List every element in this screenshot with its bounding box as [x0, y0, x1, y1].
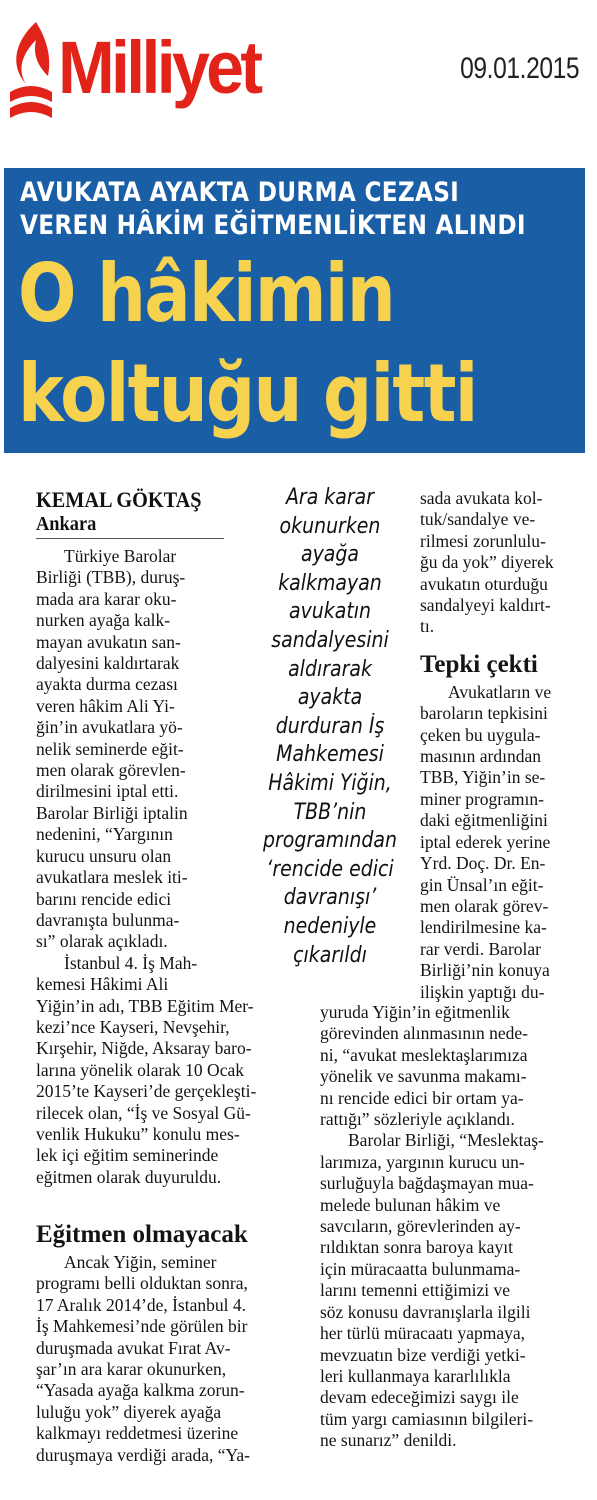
text-line: rilmesi zorunlulu- — [420, 530, 546, 551]
text-line: programı belli olduktan sonra, — [36, 1273, 248, 1294]
text-line: leri kullanmaya kararlılıkla — [320, 1365, 511, 1386]
text-line: şar’ın ara karar okunurken, — [36, 1359, 227, 1380]
text-line: çıkarıldı — [293, 942, 367, 968]
author-city: Ankara — [36, 513, 97, 535]
text-line: yönelik ve savunma makamı- — [320, 1066, 527, 1087]
headline-line: O hâkimin — [18, 247, 394, 340]
text-line: için müracaatta bulunmama- — [320, 1258, 521, 1279]
text-line: masının ardından — [420, 746, 542, 767]
text-line: okunurken — [279, 513, 381, 539]
text-line: nedeniyle — [283, 913, 377, 939]
column-1 — [36, 546, 257, 1188]
column-3-text-2 — [420, 682, 592, 1003]
text-line: Hâkimi Yiğin, — [268, 770, 392, 796]
text-line: mada ara karar oku- — [36, 588, 177, 609]
text-line: rattığı” sözleriyle açıklandı. — [320, 1109, 515, 1130]
text-line: TBB’nin — [293, 799, 367, 825]
text-line: ayakta durma cezası — [36, 674, 178, 695]
subheading-egitmen: Eğitmen olmayacak — [36, 1221, 248, 1248]
text-line: nurken ayağa kalk- — [36, 610, 171, 631]
column-1-lower — [36, 1216, 306, 1466]
text-line: rıldıktan sonra baroya kayıt — [320, 1237, 513, 1258]
text-line: Yrd. Doç. Dr. En- — [420, 853, 546, 874]
text-line: tı. — [420, 616, 435, 637]
text-line: sada avukata kol- — [420, 488, 543, 508]
text-line: avukatın — [288, 599, 371, 625]
text-line: lendirilmesine ka- — [420, 917, 547, 938]
article-body — [0, 460, 597, 1500]
text-line: avukatlara meslek iti- — [36, 867, 188, 888]
headline-line: koltuğu gitti — [18, 347, 477, 440]
text-line: duruşmada avukat Fırat Av- — [36, 1337, 231, 1358]
text-line: duruşmaya verdiği arada, “Ya- — [36, 1444, 250, 1465]
text-line: men olarak görevlen- — [36, 760, 186, 781]
text-line: Barolar Birliği iptalin — [36, 802, 188, 823]
column-3 — [420, 488, 592, 1003]
text-line: TBB, Yiğin’in se- — [420, 767, 546, 788]
text-line: barını rencide edici — [36, 888, 172, 909]
text-line: larını temenni ettiğimizi ve — [320, 1280, 511, 1301]
text-line: Türkiye Barolar — [64, 546, 177, 566]
text-line: rar verdi. Barolar — [420, 938, 541, 959]
text-line: Avukatların ve — [448, 681, 552, 702]
text-line: Yiğin’in adı, TBB Eğitim Mer- — [36, 995, 254, 1016]
text-line: iptal ederek yerine — [420, 831, 551, 852]
text-line: avukatın oturduğu — [420, 573, 548, 594]
byline-divider — [36, 538, 224, 539]
text-line: ğu da yok” diyerek — [420, 552, 554, 573]
text-line: dalyesini kaldırtarak — [36, 653, 180, 674]
publication-date: 09.01.2015 — [459, 52, 579, 85]
text-line: sandalyeyi kaldırt- — [420, 595, 551, 616]
text-line: kemesi Hâkimi Ali — [36, 974, 169, 995]
text-line: nedenini, “Yargının — [36, 824, 173, 845]
kicker-line: AVUKATA AYAKTA DURMA CEZASI — [20, 177, 460, 208]
text-line: kurucu unsuru olan — [36, 845, 172, 866]
text-line: kezi’nce Kayseri, Nevşehir, — [36, 1016, 230, 1037]
headline-title — [18, 244, 477, 444]
kicker-line: VEREN HÂKİM EĞİTMENLİKTEN ALINDI — [20, 210, 526, 241]
text-line: sı” olarak açıkladı. — [36, 931, 168, 952]
column-1-lower-text — [36, 1252, 306, 1466]
flame-logo-icon — [6, 18, 56, 128]
text-line: görevinden alınmasının nede- — [320, 1023, 528, 1044]
text-line: Ancak Yiğin, seminer — [64, 1252, 217, 1272]
text-line: çeken bu uygula- — [420, 724, 541, 745]
text-line: nı rencide edici bir ortam ya- — [320, 1087, 524, 1108]
text-line: Ara karar — [285, 485, 375, 510]
masthead — [0, 0, 597, 150]
text-line: nelik seminerde eğit- — [36, 738, 184, 759]
text-line: programından — [262, 828, 398, 854]
text-line: larımıza, yargının kurucu un- — [320, 1151, 525, 1172]
text-line: davranışı’ — [283, 885, 377, 911]
text-line: İstanbul 4. İş Mah- — [64, 952, 198, 973]
column-3-text — [420, 488, 592, 638]
text-line: savcıların, görevlerinden ay- — [320, 1216, 521, 1237]
byline — [36, 488, 211, 536]
text-line: durduran İş — [275, 713, 385, 739]
text-line: Barolar Birliği, “Meslektaş- — [348, 1130, 544, 1151]
kicker — [20, 176, 526, 242]
text-line: her türlü müracaatı yapmaya, — [320, 1323, 526, 1344]
text-line: 2015’te Kayseri’de gerçekleşti- — [36, 1081, 257, 1102]
brand-logo: Milliyet — [58, 26, 260, 109]
text-line: 17 Aralık 2014’de, İstanbul 4. — [36, 1294, 246, 1315]
pull-quote — [232, 484, 428, 970]
text-line: davranışta bulunma- — [36, 909, 180, 930]
text-line: ayağa — [301, 542, 359, 568]
subheading-tepki: Tepki çekti — [420, 650, 538, 678]
text-line: dirilmesini iptal etti. — [36, 781, 179, 802]
text-line: daki eğitmenliğini — [420, 810, 548, 831]
text-line: ilişkin yaptığı du- — [420, 981, 545, 1002]
text-line: “Yasada ayağa kalkma zorun- — [36, 1380, 245, 1401]
text-line: surluğuyla bağdaşmayan mua- — [320, 1173, 534, 1194]
text-line: ne sunarız” denildi. — [320, 1430, 457, 1451]
text-line: tuk/sandalye ve- — [420, 509, 536, 530]
text-line: ni, “avukat meslektaşlarımıza — [320, 1044, 528, 1065]
text-line: mevzuatın bize verdiği yetki- — [320, 1344, 526, 1365]
text-line: rilecek olan, “İş ve Sosyal Gü- — [36, 1102, 251, 1123]
text-line: Kırşehir, Niğde, Aksaray baro- — [36, 1038, 252, 1059]
text-line: Birliği’nin konuya — [420, 960, 550, 981]
text-line: ğin’in avukatlara yö- — [36, 717, 183, 738]
text-line: ‘rencide edici — [266, 856, 394, 882]
text-line: larına yönelik olarak 10 Ocak — [36, 1059, 244, 1080]
text-line: devam edeceğimizi saygı ile — [320, 1387, 519, 1408]
text-line: tüm yargı camiasının bilgileri- — [320, 1408, 534, 1429]
column-3-lower — [320, 1002, 592, 1452]
text-line: melede bulunan hâkim ve — [320, 1194, 501, 1215]
text-line: Mahkemesi — [276, 742, 384, 768]
text-line: yuruda Yiğin’in eğitmenlik — [320, 1002, 510, 1022]
text-line: miner programın- — [420, 788, 544, 809]
text-line: mayan avukatın san- — [36, 631, 181, 652]
text-line: ayakta — [297, 685, 363, 711]
text-line: aldırarak — [288, 656, 372, 682]
text-line: eğitmen olarak duyuruldu. — [36, 1166, 222, 1187]
text-line: söz konusu davranışlarla ilgili — [320, 1301, 531, 1322]
text-line: veren hâkim Ali Yi- — [36, 695, 175, 716]
text-line: kalkmayan — [278, 570, 382, 596]
author-name: KEMAL GÖKTAŞ — [36, 487, 202, 512]
text-line: kalkmayı reddetmesi üzerine — [36, 1423, 239, 1444]
text-line: baroların tepkisini — [420, 703, 548, 724]
text-line: Birliği (TBB), duruş- — [36, 567, 186, 588]
headline-box — [4, 168, 585, 453]
text-line: gin Ünsal’ın eğit- — [420, 874, 544, 895]
text-line: sandalyesini — [271, 627, 389, 653]
text-line: men olarak görev- — [420, 895, 549, 916]
text-line: venlik Hukuku” konulu mes- — [36, 1123, 240, 1144]
text-line: lek içi eğitim seminerinde — [36, 1145, 219, 1166]
text-line: İş Mahkemesi’nde görülen bir — [36, 1316, 248, 1337]
text-line: luluğu yok” diyerek ayağa — [36, 1401, 222, 1422]
